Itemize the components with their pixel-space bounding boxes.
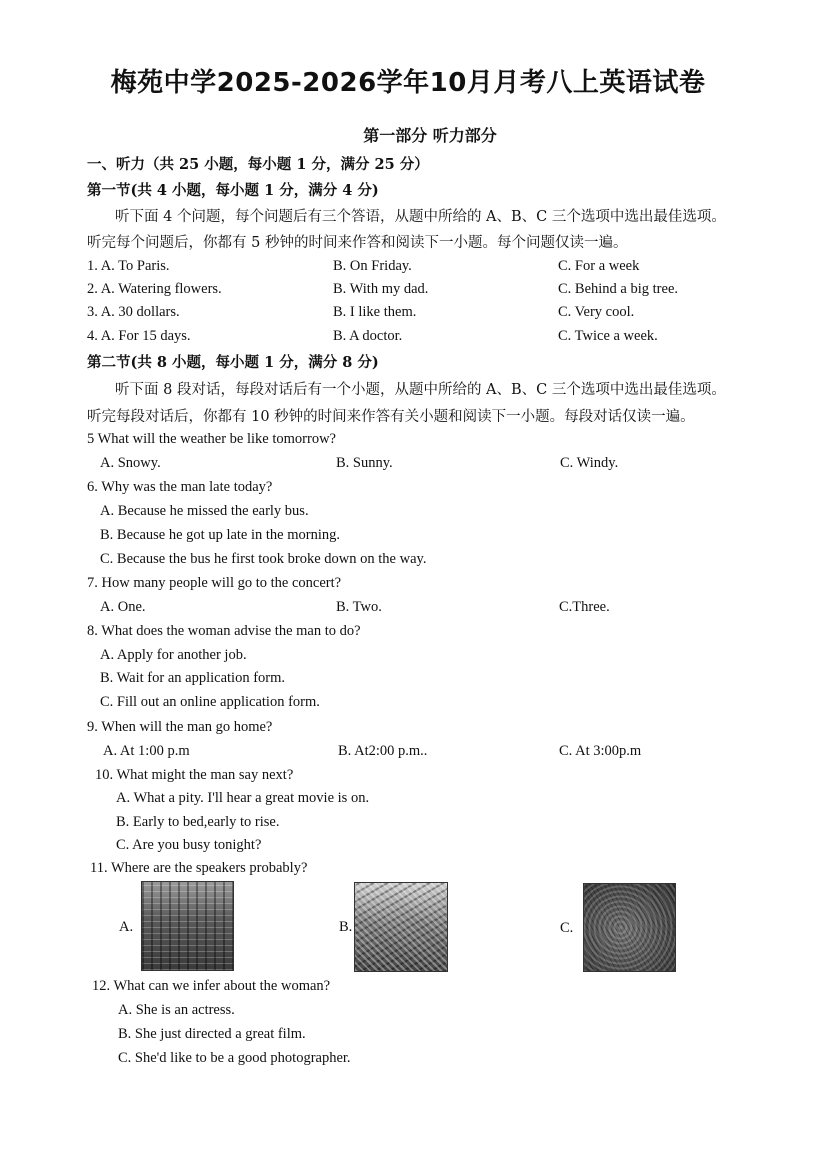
q3-option-a: 3. A. 30 dollars. — [87, 304, 180, 320]
q11-option-b-photo — [354, 882, 448, 972]
q9-option-b: B. At2:00 p.m.. — [338, 743, 428, 759]
q2-option-b: B. With my dad. — [333, 281, 429, 297]
q9-option-a: A. At 1:00 p.m — [103, 743, 190, 759]
q12-option-b: B. She just directed a great film. — [118, 1026, 306, 1042]
q2-option-c: C. Behind a big tree. — [558, 281, 679, 297]
q12-stem: 12. What can we infer about the woman? — [92, 978, 331, 994]
q4-option-a: 4. A. For 15 days. — [87, 328, 191, 344]
section1-heading: 第一节(共 4 小题，每小题 1 分，满分 4 分) — [87, 182, 379, 199]
q8-option-a: A. Apply for another job. — [100, 647, 247, 663]
q10-option-c: C. Are you busy tonight? — [116, 837, 262, 853]
q5-option-b: B. Sunny. — [336, 455, 393, 471]
q11-stem: 11. Where are the speakers probably? — [90, 860, 308, 876]
q4-option-c: C. Twice a week. — [558, 328, 658, 344]
section2-instruction-line2: 听完每段对话后，你都有 10 秒钟的时间来作答有关小题和阅读下一小题。每段对话仅读一遍。 — [87, 409, 695, 425]
q6-stem: 6. Why was the man late today? — [87, 479, 273, 495]
q2-option-a: 2. A. Watering flowers. — [87, 281, 222, 297]
section2-heading: 第二节(共 8 小题，每小题 1 分，满分 8 分) — [87, 354, 379, 371]
q1-option-a: 1. A. To Paris. — [87, 258, 170, 274]
q1-option-b: B. On Friday. — [333, 258, 412, 274]
q5-stem: 5 What will the weather be like tomorrow? — [87, 431, 336, 447]
q11-option-c-photo — [583, 883, 676, 972]
q11-option-a-photo — [141, 881, 234, 971]
q12-option-c: C. She'd like to be a good photographer. — [118, 1050, 351, 1066]
q8-option-c: C. Fill out an online application form. — [100, 694, 320, 710]
q1-option-c: C. For a week — [558, 258, 640, 274]
part-title: 第一部分 听力部分 — [363, 126, 497, 145]
q11-option-a-label: A. — [119, 919, 134, 935]
exam-title: 梅苑中学2025-2026学年10月月考八上英语试卷 — [110, 68, 706, 98]
section2-instruction-line1: 听下面 8 段对话，每段对话后有一个小题，从题中所给的 A、B、C 三个选项中选出最佳选项。 — [115, 382, 726, 398]
q3-option-b: B. I like them. — [333, 304, 417, 320]
q7-option-a: A. One. — [100, 599, 146, 615]
q5-option-a: A. Snowy. — [100, 455, 161, 471]
q9-option-c: C. At 3:00p.m — [559, 743, 642, 759]
q7-option-b: B. Two. — [336, 599, 382, 615]
q11-option-b-label: B. — [339, 919, 353, 935]
q11-option-c-label: C. — [560, 920, 574, 936]
q10-stem: 10. What might the man say next? — [95, 767, 294, 783]
q8-stem: 8. What does the woman advise the man to do? — [87, 623, 361, 639]
q3-option-c: C. Very cool. — [558, 304, 635, 320]
q7-stem: 7. How many people will go to the concert? — [87, 575, 342, 591]
q6-option-a: A. Because he missed the early bus. — [100, 503, 309, 519]
q9-stem: 9. When will the man go home? — [87, 719, 273, 735]
q6-option-b: B. Because he got up late in the morning. — [100, 527, 341, 543]
section1-instruction-line1: 听下面 4 个问题，每个问题后有三个答语，从题中所给的 A、B、C 三个选项中选出最佳选项。 — [115, 209, 726, 225]
q10-option-a: A. What a pity. I'll hear a great movie is on. — [116, 790, 370, 806]
section-heading: 一、听力（共 25 小题，每小题 1 分，满分 25 分） — [87, 156, 429, 173]
q8-option-b: B. Wait for an application form. — [100, 670, 286, 686]
q4-option-b: B. A doctor. — [333, 328, 403, 344]
q10-option-b: B. Early to bed,early to rise. — [116, 814, 280, 830]
q5-option-c: C. Windy. — [560, 455, 619, 471]
q12-option-a: A. She is an actress. — [118, 1002, 235, 1018]
q6-option-c: C. Because the bus he first took broke down on the way. — [100, 551, 427, 567]
section1-instruction-line2: 听完每个问题后，你都有 5 秒钟的时间来作答和阅读下一小题。每个问题仅读一遍。 — [87, 235, 628, 251]
q7-option-c: C.Three. — [559, 599, 610, 615]
